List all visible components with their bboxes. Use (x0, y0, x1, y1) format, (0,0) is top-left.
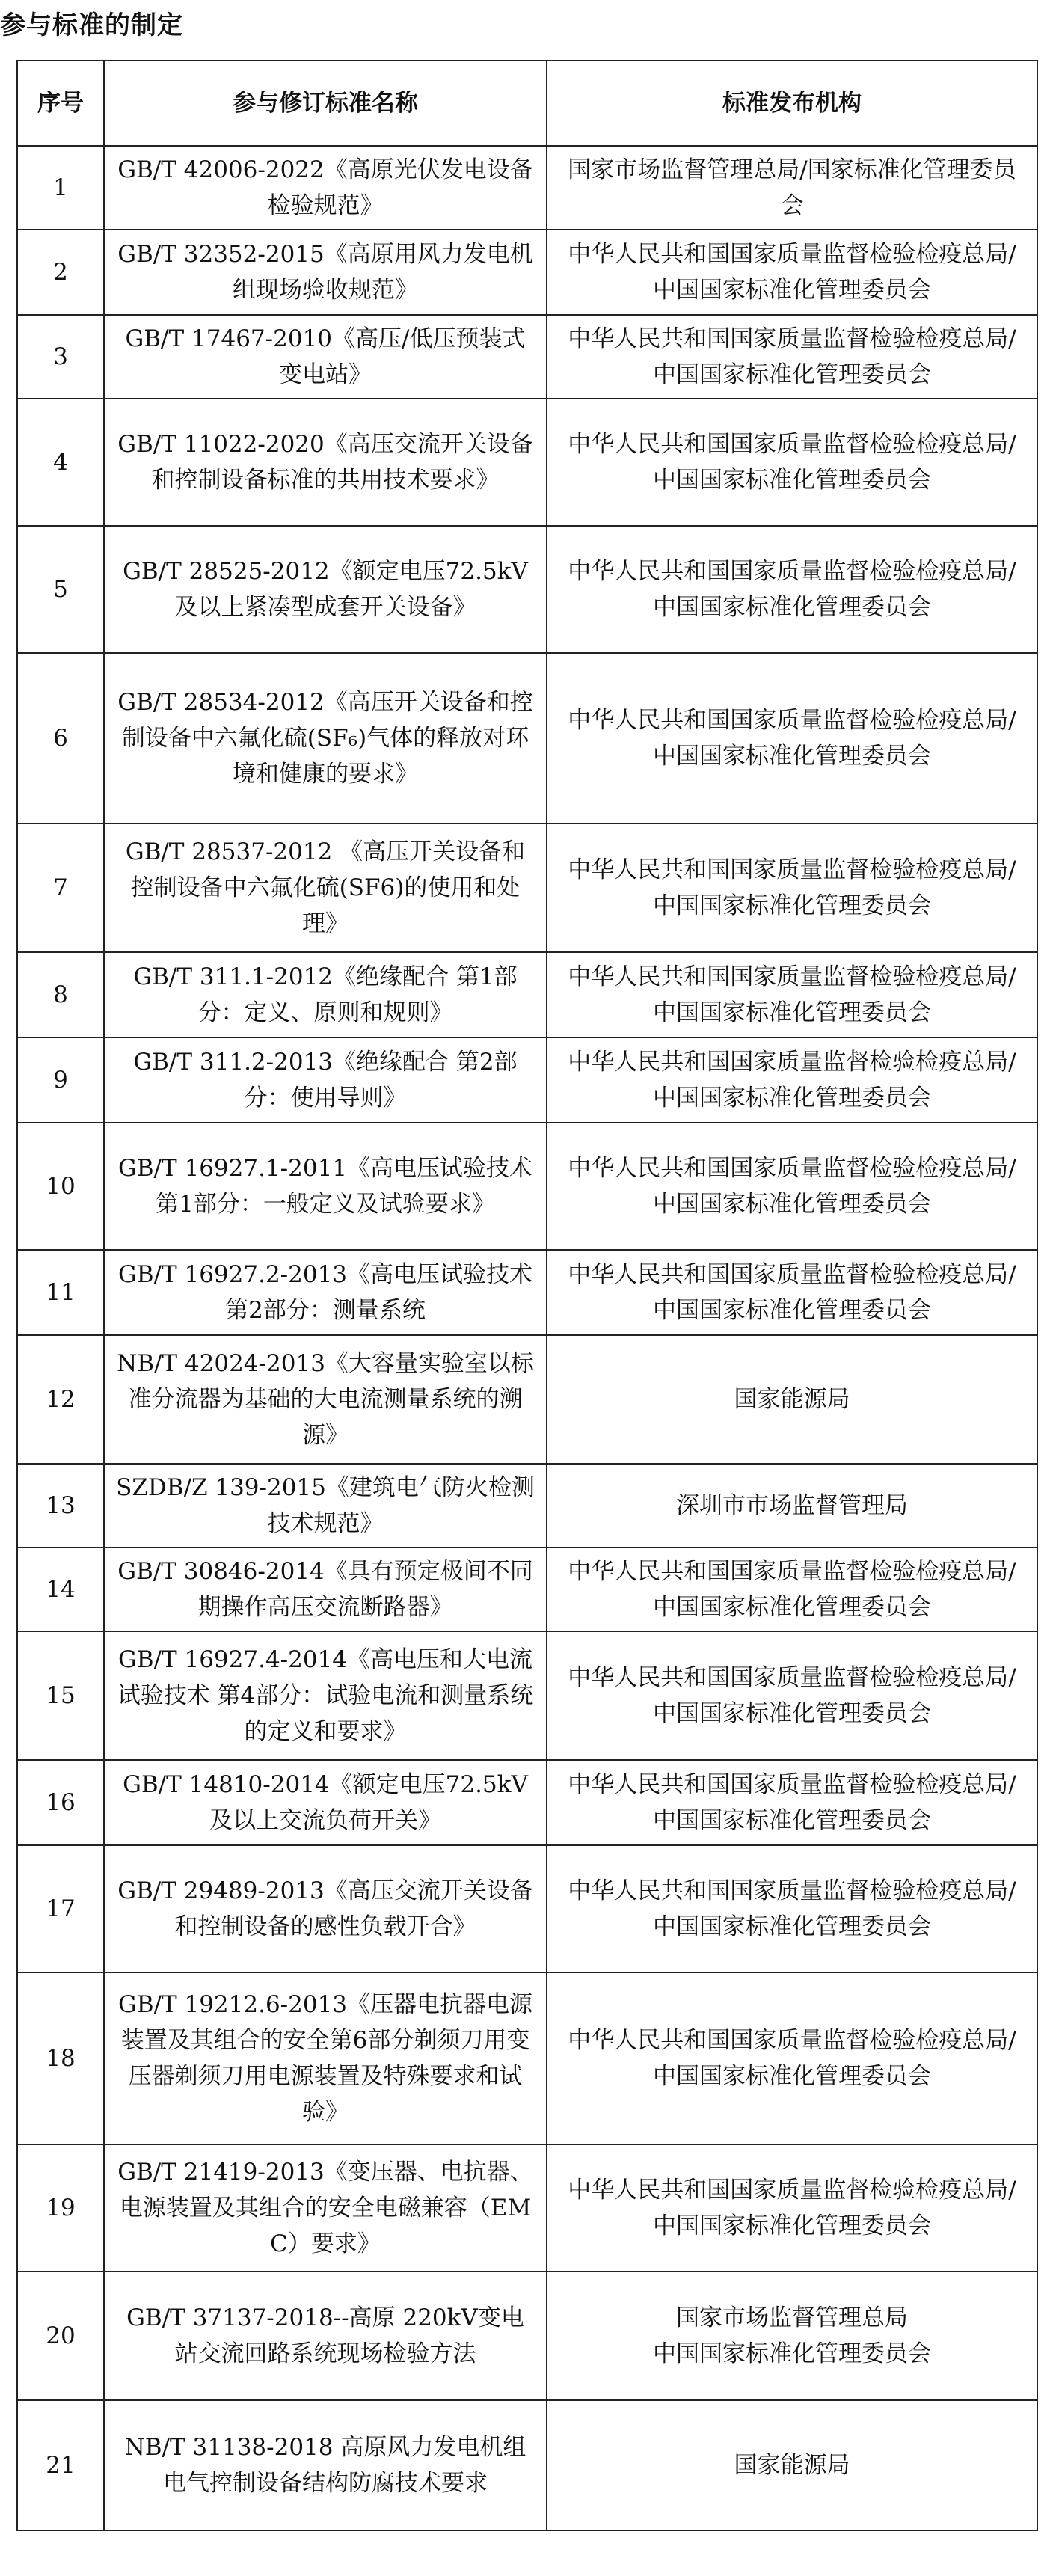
row-number: 21 (17, 2400, 104, 2530)
row-number: 14 (17, 1548, 104, 1631)
publishing-org: 中华人民共和国国家质量监督检验检疫总局/中国国家标准化管理委员会 (547, 824, 1037, 952)
standard-name: GB/T 32352-2015《高原用风力发电机组现场验收规范》 (104, 230, 547, 315)
header-serial-number: 序号 (17, 61, 104, 146)
row-number: 3 (17, 315, 104, 399)
row-number: 12 (17, 1335, 104, 1464)
table-row (17, 315, 1037, 399)
table-row (17, 952, 1037, 1037)
publishing-org-line: 国家市场监督管理总局 (676, 2304, 908, 2331)
row-number: 8 (17, 952, 104, 1037)
publishing-org: 中华人民共和国国家质量监督检验检疫总局/中国国家标准化管理委员会 (547, 1760, 1037, 1845)
publishing-org: 中华人民共和国国家质量监督检验检疫总局/中国国家标准化管理委员会 (547, 1631, 1037, 1760)
row-number: 13 (17, 1464, 104, 1548)
publishing-org: 深圳市市场监督管理局 (547, 1464, 1037, 1548)
standard-name: GB/T 28525-2012《额定电压72.5kV 及以上紧凑型成套开关设备》 (104, 526, 547, 653)
standard-name: GB/T 29489-2013《高压交流开关设备和控制设备的感性负载开合》 (104, 1845, 547, 1972)
row-number: 2 (17, 230, 104, 315)
standard-name: GB/T 311.1-2012《绝缘配合 第1部分：定义、原则和规则》 (104, 952, 547, 1037)
table-row (17, 399, 1037, 526)
page-title: 参与标准的制定 (0, 10, 183, 40)
standard-name: GB/T 16927.1-2011《高电压试验技术 第1部分：一般定义及试验要求》 (104, 1123, 547, 1250)
publishing-org: 中华人民共和国国家质量监督检验检疫总局/中国国家标准化管理委员会 (547, 526, 1037, 653)
table-row (17, 2272, 1037, 2400)
table-row (17, 1760, 1037, 1845)
row-number: 16 (17, 1760, 104, 1845)
publishing-org: 中华人民共和国国家质量监督检验检疫总局/中国国家标准化管理委员会 (547, 1123, 1037, 1250)
table-row (17, 1631, 1037, 1760)
row-number: 11 (17, 1250, 104, 1335)
publishing-org: 中华人民共和国国家质量监督检验检疫总局/中国国家标准化管理委员会 (547, 399, 1037, 526)
table-row (17, 2144, 1037, 2272)
publishing-org: 中华人民共和国国家质量监督检验检疫总局/中国国家标准化管理委员会 (547, 315, 1037, 399)
row-number: 9 (17, 1037, 104, 1123)
standard-name: GB/T 28537-2012 《高压开关设备和控制设备中六氟化硫(SF6)的使用和处理》 (104, 824, 547, 952)
standards-table (16, 60, 1038, 2531)
row-number: 7 (17, 824, 104, 952)
standard-name: SZDB/Z 139-2015《建筑电气防火检测技术规范》 (104, 1464, 547, 1548)
table-row (17, 1464, 1037, 1548)
header-publishing-org: 标准发布机构 (547, 61, 1037, 146)
table-row (17, 1037, 1037, 1123)
standard-name: NB/T 42024-2013《大容量实验室以标准分流器为基础的大电流测量系统的溯源》 (104, 1335, 547, 1464)
row-number: 19 (17, 2144, 104, 2272)
standard-name: GB/T 311.2-2013《绝缘配合 第2部分：使用导则》 (104, 1037, 547, 1123)
publishing-org: 中华人民共和国国家质量监督检验检疫总局/中国国家标准化管理委员会 (547, 653, 1037, 824)
publishing-org: 国家能源局 (547, 1335, 1037, 1464)
publishing-org: 中华人民共和国国家质量监督检验检疫总局/中国国家标准化管理委员会 (547, 1845, 1037, 1972)
publishing-org-line: 中国国家标准化管理委员会 (653, 2340, 931, 2367)
row-number: 5 (17, 526, 104, 653)
table-row (17, 1250, 1037, 1335)
row-number: 18 (17, 1972, 104, 2144)
publishing-org: 中华人民共和国国家质量监督检验检疫总局/中国国家标准化管理委员会 (547, 952, 1037, 1037)
standard-name: GB/T 14810-2014《额定电压72.5kV 及以上交流负荷开关》 (104, 1760, 547, 1845)
table-row (17, 653, 1037, 824)
standard-name: GB/T 28534-2012《高压开关设备和控制设备中六氟化硫(SF₆)气体的释放对环境和健康的要求》 (104, 653, 547, 824)
row-number: 17 (17, 1845, 104, 1972)
table-row (17, 824, 1037, 952)
table-row (17, 1548, 1037, 1631)
table-row (17, 230, 1037, 315)
publishing-org: 中华人民共和国国家质量监督检验检疫总局/中国国家标准化管理委员会 (547, 1250, 1037, 1335)
table-row (17, 2400, 1037, 2530)
standard-name: GB/T 30846-2014《具有预定极间不同期操作高压交流断路器》 (104, 1548, 547, 1631)
table-row (17, 1845, 1037, 1972)
table-row (17, 1335, 1037, 1464)
publishing-org: 中华人民共和国国家质量监督检验检疫总局/中国国家标准化管理委员会 (547, 2144, 1037, 2272)
table-row (17, 526, 1037, 653)
table-row (17, 1123, 1037, 1250)
standard-name: GB/T 17467-2010《高压/低压预装式变电站》 (104, 315, 547, 399)
standard-name: GB/T 16927.2-2013《高电压试验技术 第2部分：测量系统 (104, 1250, 547, 1335)
row-number: 10 (17, 1123, 104, 1250)
row-number: 20 (17, 2272, 104, 2400)
row-number: 4 (17, 399, 104, 526)
publishing-org: 国家能源局 (547, 2400, 1037, 2530)
standard-name: GB/T 21419-2013《变压器、电抗器、电源装置及其组合的安全电磁兼容（EMC）要求》 (104, 2144, 547, 2272)
standard-name: GB/T 37137-2018--高原 220kV变电站交流回路系统现场检验方法 (104, 2272, 547, 2400)
standard-name: GB/T 16927.4-2014《高电压和大电流试验技术 第4部分：试验电流和测量系统的定义和要求》 (104, 1631, 547, 1760)
standard-name: GB/T 42006-2022《高原光伏发电设备检验规范》 (104, 146, 547, 230)
standard-name: GB/T 19212.6-2013《压器电抗器电源装置及其组合的安全第6部分剃须刀用变压器剃须刀用电源装置及特殊要求和试验》 (104, 1972, 547, 2144)
table-header-row (17, 61, 1037, 146)
publishing-org: 中华人民共和国国家质量监督检验检疫总局/中国国家标准化管理委员会 (547, 230, 1037, 315)
publishing-org: 中华人民共和国国家质量监督检验检疫总局/中国国家标准化管理委员会 (547, 1037, 1037, 1123)
row-number: 15 (17, 1631, 104, 1760)
row-number: 1 (17, 146, 104, 230)
standard-name: GB/T 11022-2020《高压交流开关设备和控制设备标准的共用技术要求》 (104, 399, 547, 526)
header-standard-name: 参与修订标准名称 (104, 61, 547, 146)
standard-name: NB/T 31138-2018 高原风力发电机组电气控制设备结构防腐技术要求 (104, 2400, 547, 2530)
publishing-org: 中华人民共和国国家质量监督检验检疫总局/中国国家标准化管理委员会 (547, 1548, 1037, 1631)
publishing-org: 国家市场监督管理总局/国家标准化管理委员会 (547, 146, 1037, 230)
table-row (17, 146, 1037, 230)
publishing-org (547, 2272, 1037, 2400)
publishing-org: 中华人民共和国国家质量监督检验检疫总局/中国国家标准化管理委员会 (547, 1972, 1037, 2144)
row-number: 6 (17, 653, 104, 824)
table-row (17, 1972, 1037, 2144)
